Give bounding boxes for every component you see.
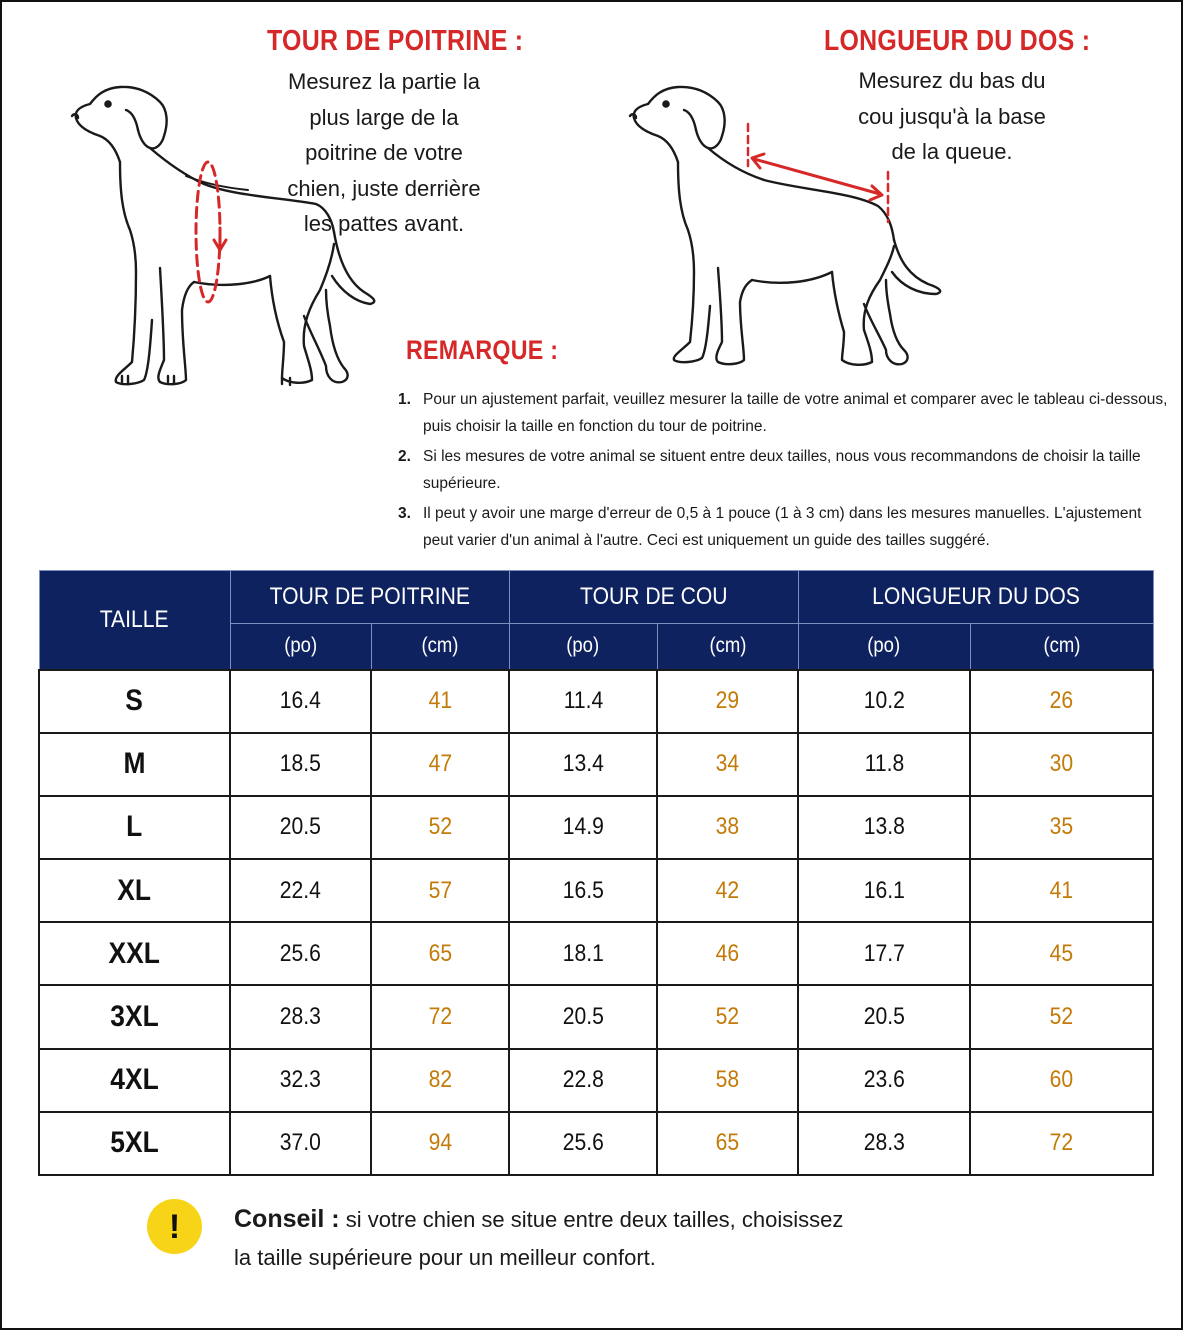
table-row [39, 733, 1153, 796]
table-cell: 52 [371, 796, 509, 859]
table-cell: 22.4 [230, 859, 371, 922]
table-cell: 47 [371, 733, 509, 796]
size-table [38, 570, 1154, 1176]
neck-group-header: TOUR DE COU [509, 571, 798, 624]
back-description-line: cou jusqu'à la base [858, 103, 1046, 129]
table-cell: 25.6 [509, 1112, 657, 1175]
size-cell: L [39, 796, 230, 859]
table-cell: 65 [371, 922, 509, 985]
table-cell: 29 [657, 670, 798, 733]
back-description-line: Mesurez du bas du [858, 68, 1046, 93]
table-cell: 20.5 [798, 985, 970, 1048]
unit-header: (po) [230, 624, 371, 670]
table-cell: 18.5 [230, 733, 371, 796]
tip-label: Conseil : [234, 1205, 340, 1233]
table-cell: 14.9 [509, 796, 657, 859]
table-cell: 45 [970, 922, 1153, 985]
table-cell: 20.5 [230, 796, 371, 859]
warning-glyph: ! [168, 1207, 181, 1246]
table-cell: 30 [970, 733, 1153, 796]
remark-text: Il peut y avoir une marge d'erreur de 0,5 à 1 pouce (1 à 3 cm) dans les mesures manuelles. L'ajustement peut varier d'un animal à l'autre. Ceci est uniquement un guide des tailles suggéré. [423, 505, 1142, 549]
table-cell: 10.2 [798, 670, 970, 733]
chest-title: TOUR DE POITRINE : [267, 25, 524, 57]
chest-description-line: poitrine de votre [305, 140, 463, 165]
table-cell: 57 [371, 859, 509, 922]
size-cell: 3XL [39, 985, 230, 1048]
tip-line-2: la taille supérieure pour un meilleur confort. [234, 1245, 656, 1270]
unit-header: (po) [798, 624, 970, 670]
remark-number: 2. [398, 448, 411, 465]
chest-description [264, 64, 504, 242]
remark-item [398, 501, 1168, 554]
table-cell: 18.1 [509, 922, 657, 985]
back-description-line: de la queue. [891, 139, 1013, 164]
size-cell: M [39, 733, 230, 796]
table-cell: 58 [657, 1049, 798, 1112]
table-row [39, 796, 1153, 859]
table-cell: 16.4 [230, 670, 371, 733]
table-cell: 72 [371, 985, 509, 1048]
remark-list [398, 387, 1168, 558]
chest-description-line: plus large de la [309, 104, 459, 130]
table-cell: 32.3 [230, 1049, 371, 1112]
table-cell: 34 [657, 733, 798, 796]
size-cell: S [39, 670, 230, 733]
table-cell: 82 [371, 1049, 509, 1112]
table-cell: 46 [657, 922, 798, 985]
table-cell: 22.8 [509, 1049, 657, 1112]
table-cell: 26 [970, 670, 1153, 733]
table-cell: 25.6 [230, 922, 371, 985]
unit-header: (po) [509, 624, 657, 670]
table-row [39, 1049, 1153, 1112]
chest-group-header: TOUR DE POITRINE [230, 571, 509, 624]
remark-text: Si les mesures de votre animal se situent entre deux tailles, nous vous recommandons de choisir la taille supérieure. [423, 448, 1141, 492]
table-cell: 60 [970, 1049, 1153, 1112]
table-cell: 38 [657, 796, 798, 859]
size-column-header: TAILLE [39, 571, 230, 670]
tip-line-1: si votre chien se situe entre deux tailles, choisissez [345, 1207, 844, 1232]
chest-description-line: les pattes avant. [303, 211, 465, 236]
table-cell: 52 [970, 985, 1153, 1048]
table-cell: 13.8 [798, 796, 970, 859]
warning-icon [147, 1199, 202, 1254]
chest-description-line: chien, juste derrière [287, 175, 481, 201]
table-cell: 23.6 [798, 1049, 970, 1112]
tip-text [234, 1200, 874, 1277]
table-row [39, 922, 1153, 985]
back-description [830, 63, 1074, 170]
table-cell: 17.7 [798, 922, 970, 985]
table-cell: 13.4 [509, 733, 657, 796]
table-cell: 16.1 [798, 859, 970, 922]
unit-header: (cm) [970, 624, 1153, 670]
remark-title: REMARQUE : [406, 335, 559, 365]
table-cell: 41 [371, 670, 509, 733]
table-cell: 65 [657, 1112, 798, 1175]
table-row [39, 985, 1153, 1048]
size-cell: 5XL [39, 1112, 230, 1175]
table-cell: 20.5 [509, 985, 657, 1048]
remark-item [398, 444, 1168, 497]
remark-item [398, 387, 1168, 440]
back-group-header: LONGUEUR DU DOS [798, 571, 1153, 624]
remark-number: 3. [398, 505, 411, 522]
remark-text: Pour un ajustement parfait, veuillez mesurer la taille de votre animal et comparer avec le tableau ci-dessous, puis choisir la taille en fonction du tour de poitrine. [423, 391, 1168, 435]
remark-number: 1. [398, 391, 411, 408]
size-cell: XXL [39, 922, 230, 985]
table-cell: 11.4 [509, 670, 657, 733]
table-cell: 35 [970, 796, 1153, 859]
back-title: LONGUEUR DU DOS : [824, 25, 1091, 57]
table-cell: 11.8 [798, 733, 970, 796]
size-cell: XL [39, 859, 230, 922]
chest-description-line: Mesurez la partie la [288, 69, 480, 94]
table-row [39, 1112, 1153, 1175]
size-cell: 4XL [39, 1049, 230, 1112]
table-cell: 28.3 [230, 985, 371, 1048]
table-cell: 16.5 [509, 859, 657, 922]
table-row [39, 670, 1153, 733]
table-header-row [39, 571, 1153, 624]
unit-header: (cm) [657, 624, 798, 670]
table-cell: 94 [371, 1112, 509, 1175]
table-cell: 52 [657, 985, 798, 1048]
table-cell: 28.3 [798, 1112, 970, 1175]
table-cell: 72 [970, 1112, 1153, 1175]
table-cell: 37.0 [230, 1112, 371, 1175]
table-cell: 41 [970, 859, 1153, 922]
table-row [39, 859, 1153, 922]
table-cell: 42 [657, 859, 798, 922]
unit-header: (cm) [371, 624, 509, 670]
